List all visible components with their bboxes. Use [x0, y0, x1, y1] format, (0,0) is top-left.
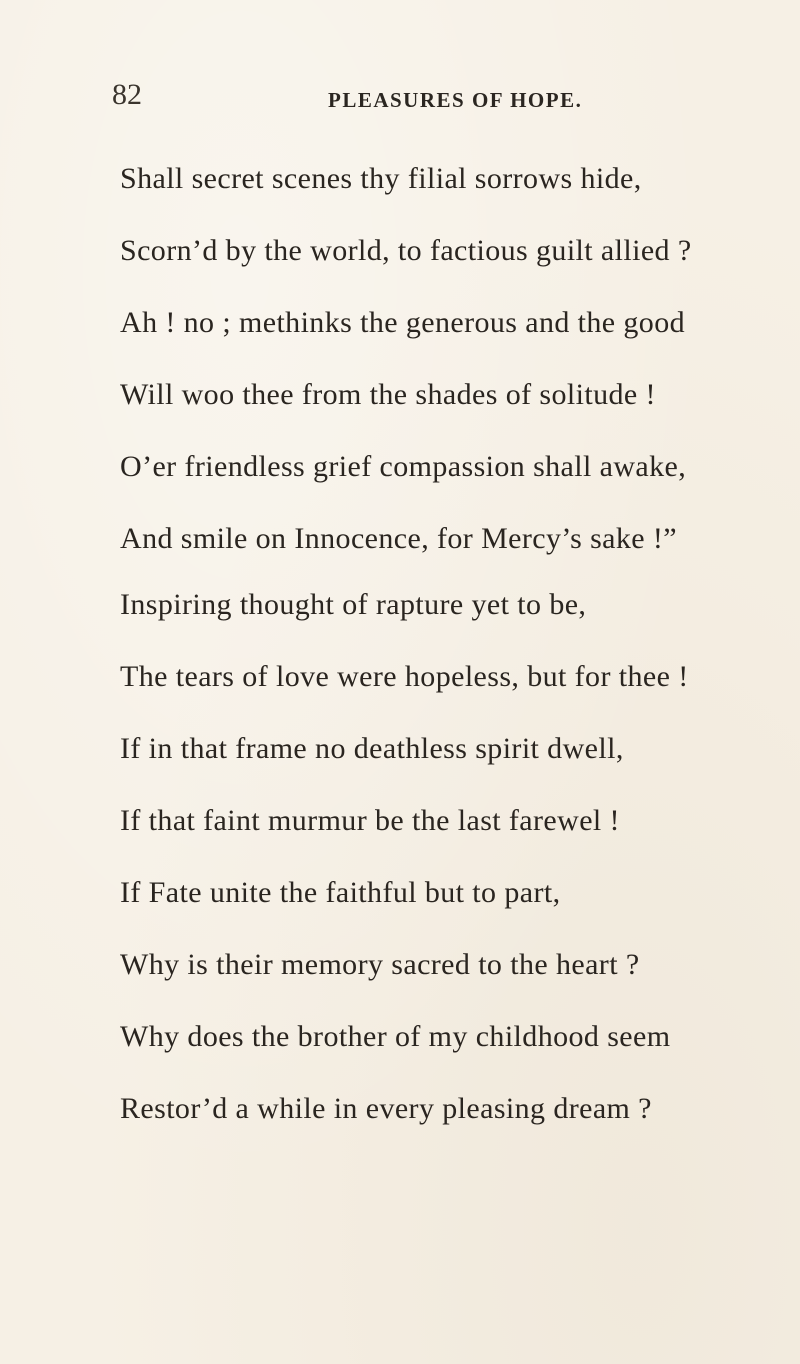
- poem-line: If in that frame no deathless spirit dwell,: [120, 732, 624, 765]
- poem-line: Will woo thee from the shades of solitude !: [120, 378, 656, 411]
- poem-line: Inspiring thought of rapture yet to be,: [120, 588, 587, 621]
- page-header: [0, 78, 800, 118]
- poem-line: O’er friendless grief compassion shall awake,: [120, 450, 687, 483]
- poem-line: Why does the brother of my childhood seem: [120, 1020, 671, 1053]
- poem-line: Restor’d a while in every pleasing dream ?: [120, 1092, 652, 1125]
- poem-line: If that faint murmur be the last farewel !: [120, 804, 620, 837]
- poem-line: Ah ! no ; methinks the generous and the good: [120, 306, 685, 339]
- poem-line: Shall secret scenes thy filial sorrows hide,: [120, 162, 642, 195]
- poem-line: If Fate unite the faithful but to part,: [120, 876, 561, 909]
- page-number: 82: [112, 78, 142, 111]
- poem-line: Why is their memory sacred to the heart ?: [120, 948, 640, 981]
- poem-line: The tears of love were hopeless, but for thee !: [120, 660, 689, 693]
- poem-line: Scorn’d by the world, to factious guilt allied ?: [120, 234, 692, 267]
- running-head: PLEASURES OF HOPE.: [328, 88, 583, 112]
- poem-line: And smile on Innocence, for Mercy’s sake !”: [120, 522, 678, 555]
